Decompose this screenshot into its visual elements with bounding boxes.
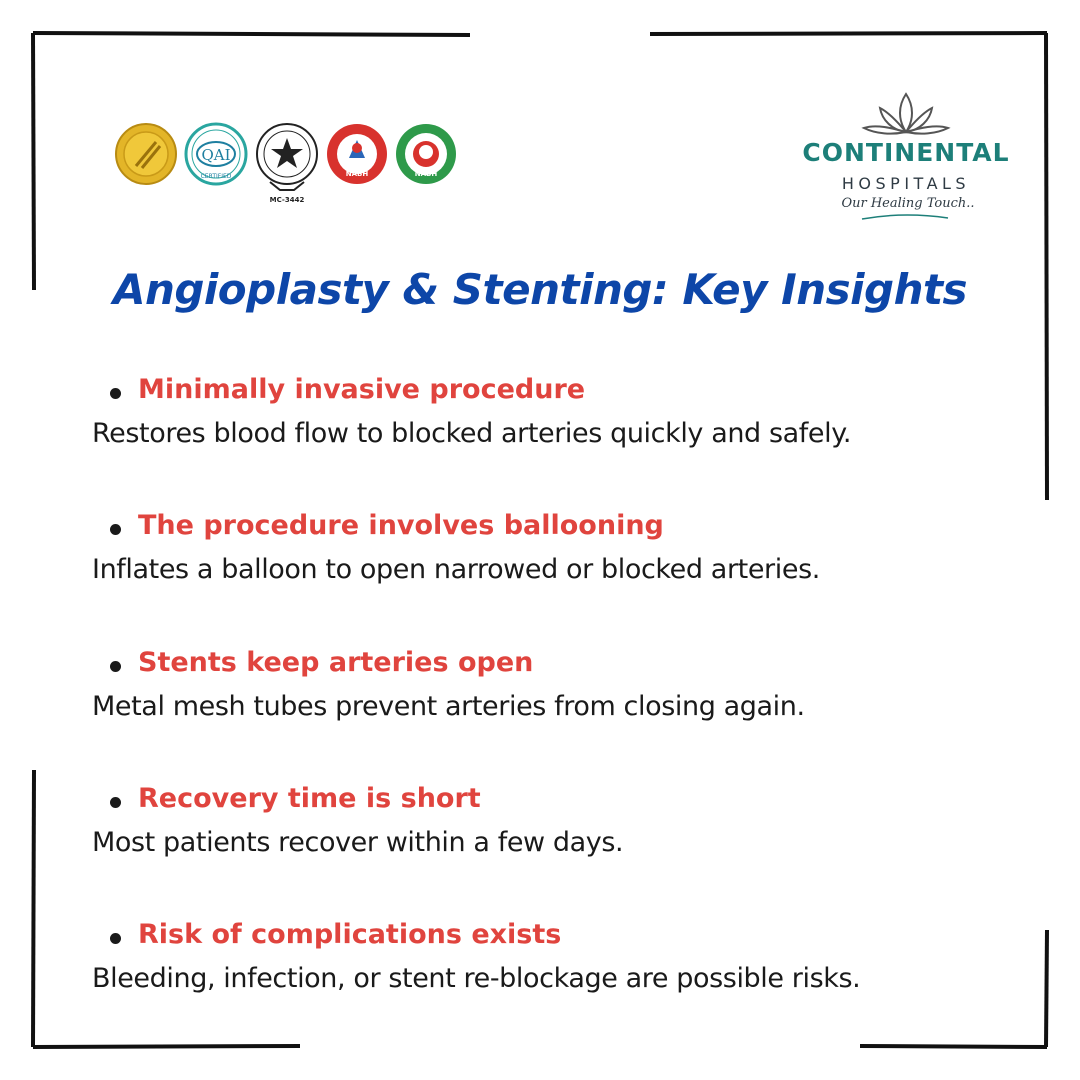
list-item xyxy=(0,510,1080,620)
brand-tagline: Our Healing Touch.. xyxy=(841,196,975,211)
qai-certified-badge-icon xyxy=(186,124,246,184)
insight-heading: Stents keep arteries open xyxy=(138,647,534,678)
nabl-seal-icon xyxy=(257,124,317,204)
page-title: Angioplasty & Stenting: Key Insights xyxy=(112,265,968,314)
bullet-icon xyxy=(110,933,121,944)
jci-gold-seal-icon xyxy=(116,124,176,184)
nabh-red-badge-icon xyxy=(327,124,387,184)
svg-text:NABH: NABH xyxy=(414,170,438,178)
list-item xyxy=(0,919,1080,1029)
tagline-underline xyxy=(860,212,950,222)
insight-heading: The procedure involves ballooning xyxy=(138,510,664,541)
insight-description: Restores blood flow to blocked arteries quickly and safely. xyxy=(92,418,852,449)
list-item xyxy=(0,647,1080,757)
svg-text:CERTIFIED: CERTIFIED xyxy=(200,173,232,180)
svg-text:NABH: NABH xyxy=(345,170,369,178)
insight-description: Metal mesh tubes prevent arteries from closing again. xyxy=(92,691,805,722)
bullet-icon xyxy=(110,797,121,808)
bullet-icon xyxy=(110,524,121,535)
accreditation-badges-graphic xyxy=(112,118,462,208)
brand-name: CONTINENTAL xyxy=(802,138,1010,167)
list-item xyxy=(0,783,1080,893)
insight-description: Most patients recover within a few days. xyxy=(92,827,624,858)
brand-subtitle: HOSPITALS xyxy=(841,174,971,193)
insight-heading: Minimally invasive procedure xyxy=(138,374,586,405)
insight-description: Bleeding, infection, or stent re-blockage are possible risks. xyxy=(92,963,861,994)
list-item xyxy=(0,374,1080,484)
svg-text:MC-3442: MC-3442 xyxy=(269,196,305,204)
svg-text:QAI: QAI xyxy=(201,146,231,164)
nabh-green-badge-icon xyxy=(396,124,456,184)
bullet-icon xyxy=(110,388,121,399)
accreditation-badges xyxy=(112,118,462,208)
insight-heading: Risk of complications exists xyxy=(138,919,562,950)
insight-heading: Recovery time is short xyxy=(138,783,481,814)
insight-description: Inflates a balloon to open narrowed or blocked arteries. xyxy=(92,554,820,585)
continental-hospitals-logo xyxy=(788,88,1028,228)
bullet-icon xyxy=(110,661,121,672)
lotus-icon xyxy=(860,88,952,138)
